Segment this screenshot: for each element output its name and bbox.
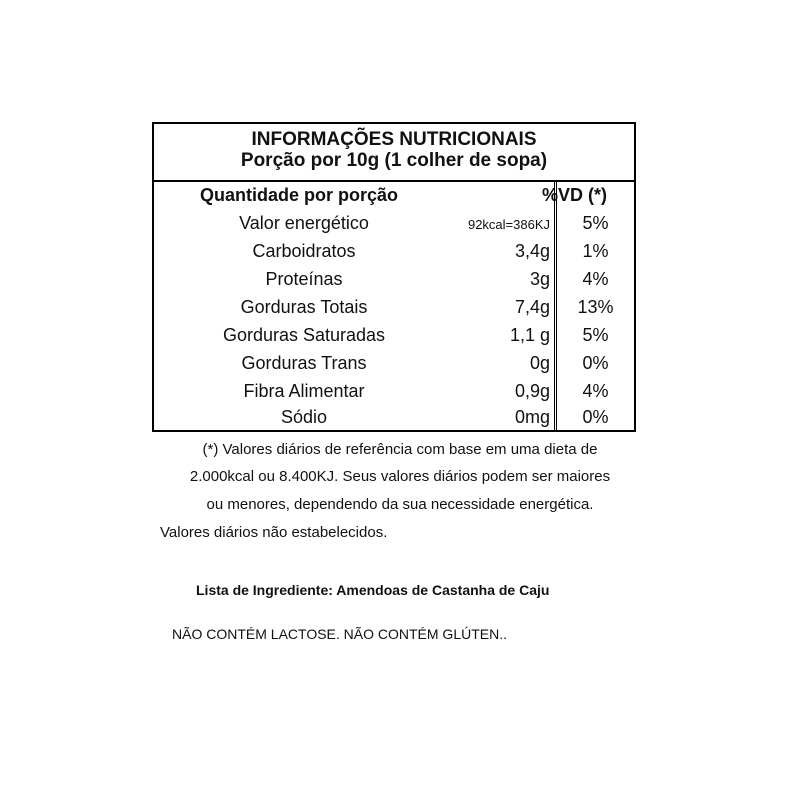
footnote-line: (*) Valores diários de referência com base em uma dieta de (202, 441, 598, 458)
nutrient-vd: 0% (582, 353, 609, 373)
table-row (154, 294, 634, 322)
nutrient-vd: 1% (582, 241, 609, 261)
nutrient-vd: 5% (582, 213, 609, 233)
nutrient-name: Gorduras Saturadas (222, 325, 386, 345)
table-header (154, 124, 634, 182)
nutrient-amount: 0,9g (514, 381, 550, 401)
nutrient-vd: 0% (582, 407, 609, 427)
vd-header: %VD (*) (542, 185, 608, 205)
column-headers (154, 182, 634, 210)
nutrient-amount: 3g (529, 269, 550, 289)
nutrient-name: Valor energético (239, 213, 369, 233)
nutrient-name: Gorduras Totais (240, 297, 368, 317)
table-row (154, 210, 634, 238)
nutrient-vd: 13% (577, 297, 614, 317)
nutrient-amount: 3,4g (514, 241, 550, 261)
nutrient-amount: 92kcal=386KJ (467, 217, 550, 232)
footnote-line: ou menores, dependendo da sua necessidade energética. (206, 496, 594, 513)
nutrient-amount: 7,4g (514, 297, 550, 317)
nutrient-amount: 0mg (514, 407, 550, 427)
table-title: INFORMAÇÕES NUTRICIONAIS (251, 129, 537, 150)
nutrient-name: Proteínas (265, 269, 343, 289)
footnote-line: 2.000kcal ou 8.400KJ. Seus valores diários podem ser maiores (189, 468, 611, 485)
table-row (154, 238, 634, 266)
nutrient-name: Carboidratos (252, 241, 356, 261)
table-row (154, 266, 634, 294)
serving-size: Porção por 10g (1 colher de sopa) (240, 150, 548, 171)
ingredients-list: Lista de Ingrediente: Amendoas de Castanha de Caju (196, 582, 550, 598)
nutrition-facts-table (152, 122, 636, 432)
nutrient-vd: 5% (582, 325, 609, 345)
table-row (154, 404, 634, 432)
nutrient-vd: 4% (582, 269, 609, 289)
nutrient-amount: 1,1 g (509, 325, 550, 345)
nutrient-name: Gorduras Trans (241, 353, 367, 373)
allergen-statement: NÃO CONTÉM LACTOSE. NÃO CONTÉM GLÚTEN.. (172, 626, 508, 642)
quantity-header: Quantidade por porção (200, 185, 399, 205)
table-row (154, 378, 634, 406)
table-row (154, 322, 634, 350)
nutrient-name: Sódio (280, 407, 328, 427)
footnote-line: Valores diários não estabelecidos. (160, 524, 388, 541)
nutrient-amount: 0g (529, 353, 550, 373)
table-row (154, 350, 634, 378)
nutrient-vd: 4% (582, 381, 609, 401)
nutrient-name: Fibra Alimentar (243, 381, 365, 401)
